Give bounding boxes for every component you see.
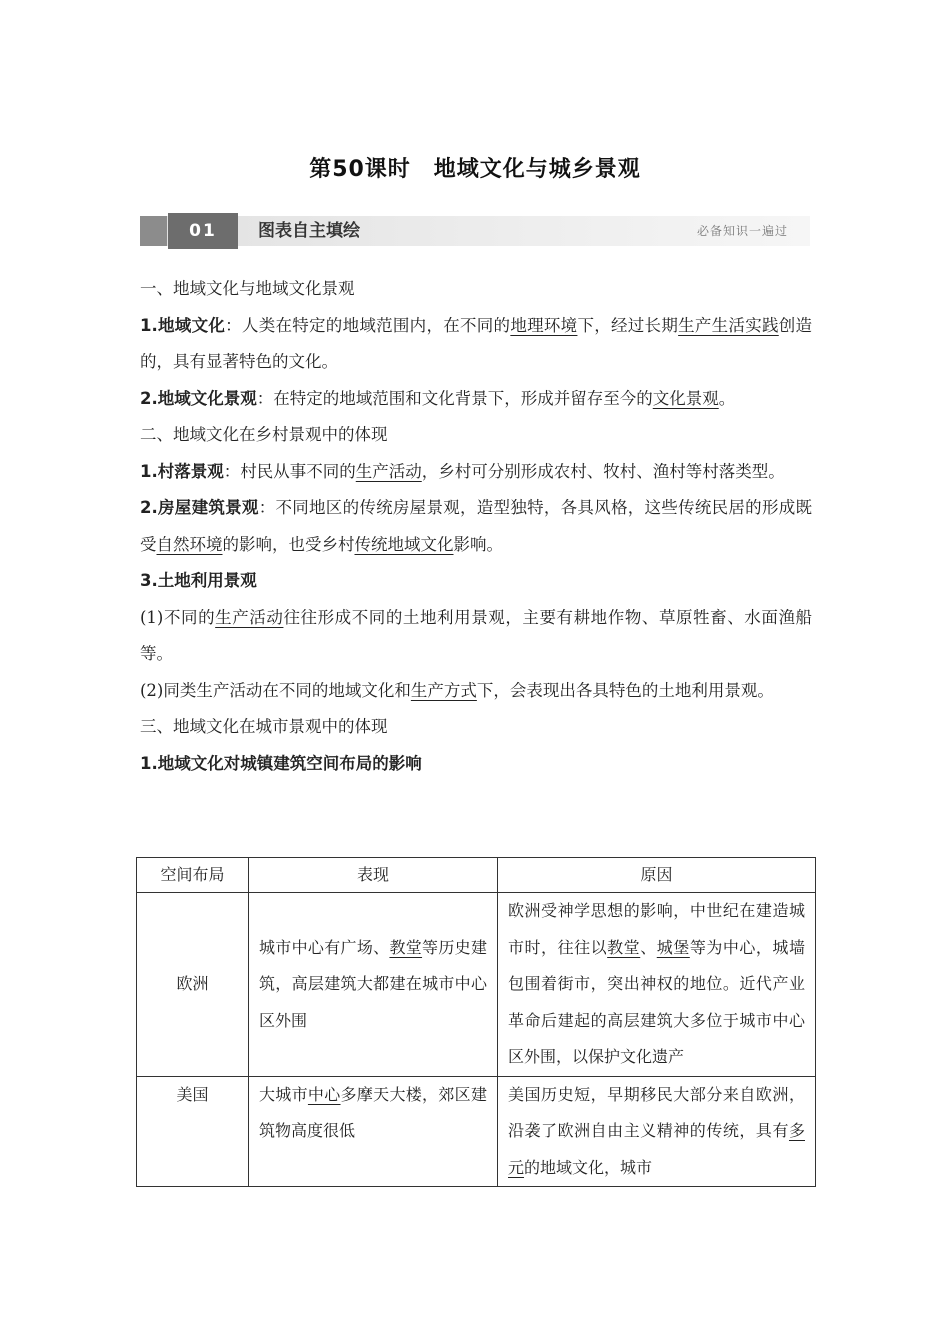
text: 等历史建筑，高层建筑大都建在城市中心区外围	[259, 937, 487, 1030]
term-label: 房屋建筑景观	[157, 498, 259, 517]
term-number: 2.	[140, 388, 158, 408]
document-body	[140, 271, 812, 782]
text: 下，会表现出各具特色的土地利用景观。	[476, 680, 774, 700]
term-label: 村落景观	[157, 461, 224, 481]
text: 欧洲受神学思想的影响，中世纪在建造城市时，往往以	[508, 901, 805, 957]
banner-accent-block	[140, 216, 167, 246]
answer-blank: 文化景观	[652, 388, 719, 408]
answer-blank: 生产活动	[215, 607, 284, 627]
paragraph-regional-culture	[140, 308, 812, 381]
table-cell-reason	[498, 1076, 816, 1187]
text: 的地域文化，城市	[524, 1157, 653, 1177]
section-heading-3: 三、地域文化在城市景观中的体现	[140, 717, 388, 736]
paragraph-regional-landscape	[140, 381, 812, 418]
text: 往往形成不同的土地利用景观，主要有耕地作物、草原牲畜、水面渔船等。	[140, 607, 813, 663]
text: 下，经过长期	[577, 315, 679, 335]
text: ，乡村可分别形成农村、牧村、渔村等村落类型。	[421, 461, 785, 481]
table-header: 表现	[249, 858, 498, 893]
table-header-row	[137, 858, 816, 893]
table-cell-show	[249, 893, 498, 1077]
paragraph-village-landscape	[140, 454, 812, 491]
term-colon: ：	[256, 388, 274, 408]
subheading-urban-layout: 1.地域文化对城镇建筑空间布局的影响	[140, 753, 422, 773]
section-heading-1: 一、地域文化与地域文化景观	[140, 279, 355, 298]
banner-label: 图表自主填绘	[258, 221, 360, 241]
comparison-table	[136, 857, 816, 1187]
text: (1)不同的	[140, 607, 216, 627]
paragraph-building-landscape	[140, 490, 812, 563]
text: 影响。	[453, 534, 503, 554]
answer-blank: 教堂	[607, 937, 641, 957]
answer-blank: 生产活动	[355, 461, 422, 481]
answer-blank: 城堡	[656, 937, 690, 957]
answer-blank: 地理环境	[510, 315, 578, 335]
answer-blank: 中心	[307, 1084, 341, 1104]
text: 。	[718, 388, 736, 408]
table-cell-reason	[498, 893, 816, 1077]
table-cell-region: 美国	[137, 1076, 249, 1187]
term-colon: ：	[225, 315, 242, 335]
term-label: 地域文化景观	[157, 388, 257, 408]
text: 不同地区的传统房屋景观，造型独特，各具风格，这些传统民居的形成既受	[140, 498, 813, 554]
text: 人类在特定的地域范围内，在不同的	[241, 315, 511, 335]
term-colon: ：	[223, 461, 241, 481]
banner-number: 01	[168, 213, 238, 249]
text: 创造的，具有显著特色的文化。	[140, 315, 813, 371]
subheading-land-use: 3.土地利用景观	[140, 571, 257, 590]
page-title: 第50课时 地域文化与城乡景观	[309, 157, 641, 182]
answer-blank: 生产生活实践	[678, 315, 779, 335]
paragraph-land-use-1	[140, 600, 812, 673]
answer-blank: 多元	[508, 1121, 805, 1177]
banner-subtitle: 必备知识一遍过	[696, 224, 788, 238]
text: 的影响，也受乡村	[222, 534, 355, 554]
answer-blank: 传统地域文化	[354, 534, 454, 554]
answer-blank: 教堂	[389, 937, 423, 957]
answer-blank: 生产方式	[410, 680, 477, 700]
text: (2)同类生产活动在不同的地域文化和	[140, 680, 411, 700]
term-number: 1.	[140, 315, 158, 335]
text: 大城市	[259, 1084, 308, 1104]
table-row	[137, 1076, 816, 1187]
text: 等为中心，城墙包围着街市，突出神权的地位。近代产业革命后建起的高层建筑大多位于城市中心区外围，以保护文化遗产	[508, 937, 805, 1066]
table-header: 空间布局	[137, 858, 249, 893]
text: 多摩天大楼，郊区建筑物高度很低	[259, 1084, 487, 1140]
text: 在特定的地域范围和文化背景下，形成并留存至今的	[273, 388, 653, 408]
table-header: 原因	[498, 858, 816, 893]
table-cell-region: 欧洲	[137, 893, 249, 1077]
text: 村民从事不同的	[240, 461, 356, 481]
paragraph-land-use-2	[140, 673, 812, 710]
term-label: 地域文化	[157, 315, 226, 335]
text: 美国历史短，早期移民大部分来自欧洲，沿袭了欧洲自由主义精神的传统，具有	[508, 1084, 805, 1140]
text: 、	[640, 937, 657, 957]
text: 城市中心有广场、	[259, 937, 390, 957]
section-heading-2: 二、地域文化在乡村景观中的体现	[140, 425, 388, 444]
term-number: 1.	[140, 461, 158, 481]
term-number: 2.	[140, 498, 158, 517]
table-cell-show	[249, 1076, 498, 1187]
answer-blank: 自然环境	[156, 534, 223, 554]
term-colon: ：	[258, 498, 276, 517]
section-banner	[140, 213, 810, 249]
table-row	[137, 893, 816, 1077]
